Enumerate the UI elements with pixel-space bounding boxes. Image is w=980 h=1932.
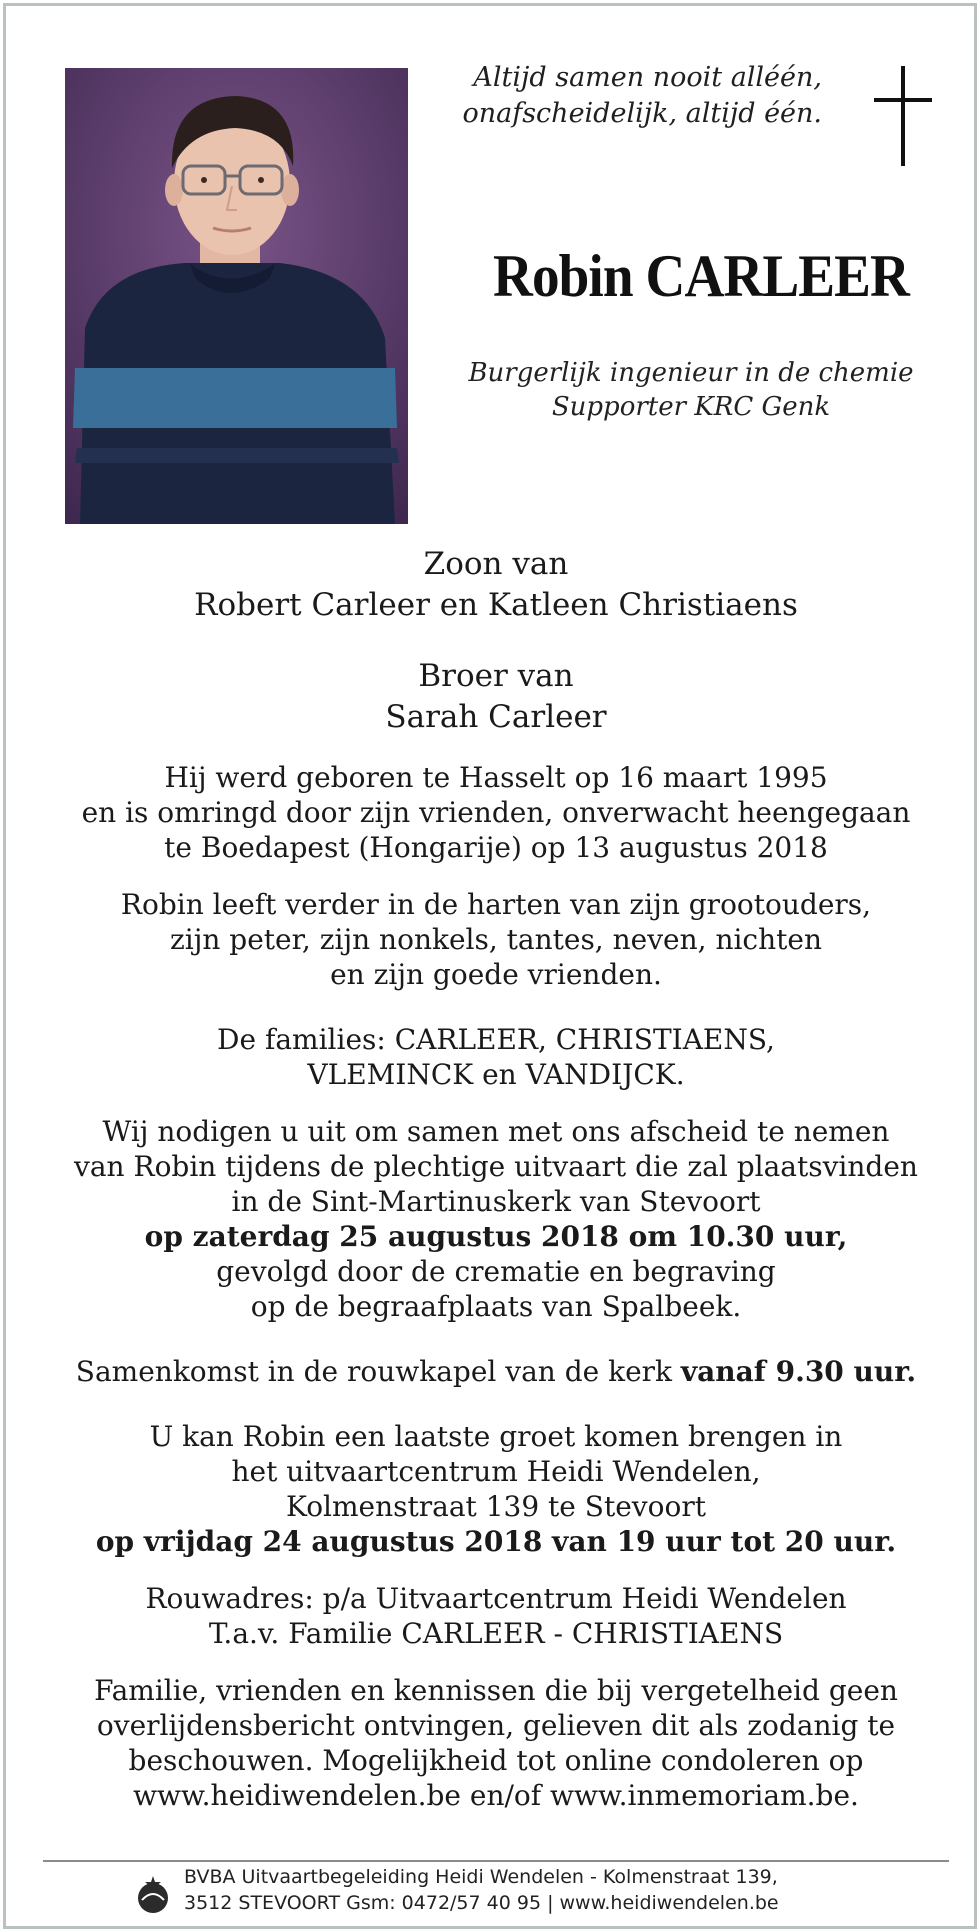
cross-icon	[874, 66, 932, 166]
address-line: Rouwadres: p/a Uitvaartcentrum Heidi Wendelen	[145, 1582, 847, 1615]
portrait-illustration	[65, 68, 408, 524]
birth-death-line: Hij werd geboren te Hasselt op 16 maart 1995	[164, 761, 828, 794]
funeral-date: op zaterdag 25 augustus 2018 om 10.30 uur,	[144, 1220, 848, 1253]
lives-on-line: en zijn goede vrienden.	[330, 958, 662, 991]
farewell-line: het uitvaartcentrum Heidi Wendelen,	[231, 1455, 761, 1488]
notice-line: beschouwen. Mogelijkheid tot online condoleren op	[128, 1744, 864, 1777]
supporter-line: Supporter KRC Genk	[551, 392, 831, 422]
footer-company-line: BVBA Uitvaartbegeleiding Heidi Wendelen - Kolmenstraat 139,	[184, 1866, 778, 1888]
gathering-line	[46, 1354, 946, 1389]
lives-on-line: zijn peter, zijn nonkels, tantes, neven, nichten	[169, 923, 822, 956]
footer-divider	[43, 1860, 949, 1862]
notice-line: overlijdensbericht ontvingen, gelieven dit als zodanig te	[96, 1709, 896, 1742]
invitation-line: gevolgd door de crematie en begraving	[216, 1255, 776, 1288]
birth-death-line: en is omringd door zijn vrienden, onverwacht heengegaan	[81, 796, 911, 829]
deceased-name: Robin CARLEER	[493, 243, 909, 309]
invitation-line: van Robin tijdens de plechtige uitvaart die zal plaatsvinden	[74, 1150, 918, 1183]
gathering-time: vanaf 9.30 uur.	[680, 1355, 917, 1388]
farewell-date: op vrijdag 24 augustus 2018 van 19 uur tot 20 uur.	[95, 1525, 897, 1558]
birth-death-line: te Boedapest (Hongarije) op 13 augustus 2018	[164, 831, 828, 864]
address-line: T.a.v. Familie CARLEER - CHRISTIAENS	[208, 1617, 784, 1650]
footer-contact-line: 3512 STEVOORT Gsm: 0472/57 40 95 | www.heidiwendelen.be	[184, 1892, 779, 1914]
brother-of-heading: Broer van	[418, 658, 574, 694]
obituary-card	[3, 3, 977, 1929]
portrait-photo	[65, 68, 408, 524]
obituary-body	[46, 544, 946, 1813]
lives-on-line: Robin leeft verder in de harten van zijn grootouders,	[120, 888, 872, 921]
parents-names: Robert Carleer en Katleen Christiaens	[194, 587, 798, 623]
quote-line-2: onafscheidelijk, altijd één.	[462, 98, 822, 129]
invitation-line: op de begraafplaats van Spalbeek.	[250, 1290, 742, 1323]
farewell-line: Kolmenstraat 139 te Stevoort	[286, 1490, 706, 1523]
quote-line-1: Altijd samen nooit alléén,	[473, 62, 822, 93]
invitation-line: Wij nodigen u uit om samen met ons afscheid te nemen	[102, 1115, 890, 1148]
notice-line: www.heidiwendelen.be en/of www.inmemoriam.be.	[133, 1779, 859, 1812]
memorial-quote	[402, 60, 822, 132]
families-line: De families: CARLEER, CHRISTIAENS,	[217, 1023, 775, 1056]
farewell-line: U kan Robin een laatste groet komen brengen in	[149, 1420, 843, 1453]
deceased-description	[436, 356, 946, 424]
sibling-name: Sarah Carleer	[385, 699, 607, 735]
profession: Burgerlijk ingenieur in de chemie	[468, 358, 914, 388]
gathering-text: Samenkomst in de rouwkapel van de kerk	[75, 1355, 681, 1388]
son-of-heading: Zoon van	[423, 546, 569, 582]
notice-line: Familie, vrienden en kennissen die bij vergetelheid geen	[94, 1674, 898, 1707]
funeral-home-logo-icon	[132, 1874, 174, 1916]
invitation-line: in de Sint-Martinuskerk van Stevoort	[231, 1185, 761, 1218]
families-line: VLEMINCK en VANDIJCK.	[307, 1058, 685, 1091]
